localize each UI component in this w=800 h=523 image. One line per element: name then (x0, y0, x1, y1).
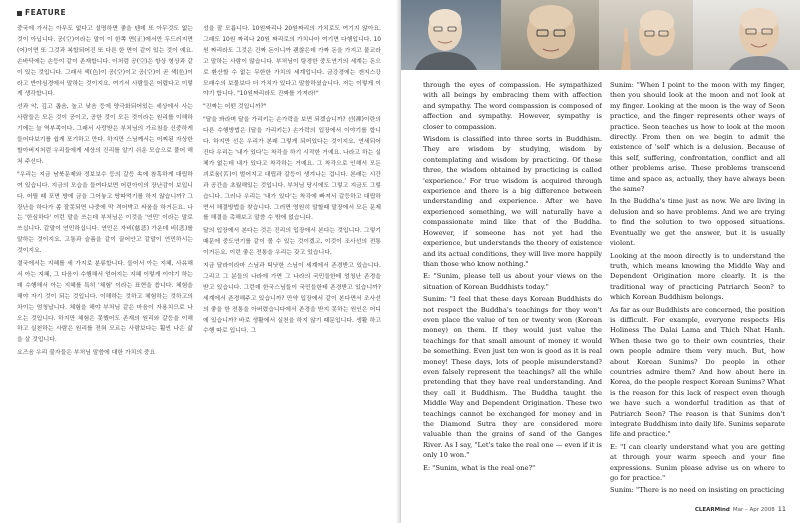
photo-strip (401, 0, 800, 70)
paragraph: "진짜는 어떤 것입니까?" (203, 104, 267, 111)
paragraph: 결국에서는 지혜를 세 가지로 분류합니다. 들어서 아는 지혜, 사유해서 아는 지혜, 그 다음이 수행해서 얻어지는 지혜 이렇게 이야기 하는데 수행해서 아는 지혜를 특히 '체험' 이라는 표현을 씁니다. 체험을 해야 자기 것이 되는 것입니다. 이해하는 것하고 체험하는 것하고의 차이는 엄청납니다. 체험을 해야 부처님 같은 마음이 자용치므로 나오는 것입니다. 하지만 체험은 못했어도 존재의 원리와 갈등을 이해하고 실천하는 사람은 원리를 전혀 모르는 사람보다는 훨씬 나은 삶을 살 것입니다. (17, 261, 193, 344)
paragraph: Sunim: "I feel that these days Korean Buddhists do not respect the Buddha's teachings for they won't even place the value of ten or twenty won (Korean money) on them. If they would just value the teachings for that small amount of money it would be something. Even just ten won is good as it is real money! These days, lots of people misunderstand? even falsely represent the teachings? all the while pretending that they have real understanding. And they call it Buddhism. The Buddha taught the Middle Way and Dependent Origination. These two teachings cannot be exchanged for money and in the Diamond Sutra they are considered more valuable than the grains of sand of the Ganges River. As I say, "Let's take the real one — even if it is only 10 won." (423, 295, 602, 460)
paragraph: E: "Sunim, what is the real one?" (423, 463, 536, 472)
paragraph: Sunim: "There is no need on insisting on practicing (610, 486, 785, 495)
paragraph: 선과 악, 깊고 좁음, 높고 낮음 등에 양극화되어있는 세상에서 사는 사람들은 모든 것이 공이고, 공한 것이 모든 것이라는 원리를 이해하기에는 늘 역부족이다. 그래서 사랑받은 부처님의 가르침을 신중하게 들어다보기를 쉽게 포기하고 만다. 하지만 스님께서는 어찌된 자상한 할아버지처럼 우리들에게 세상의 진리를 알기 쉬운 모습으로 풀어 해쳐 주신다. (17, 104, 193, 165)
paragraph: "우리는 지금 남북문제와 정보보수 등의 갈등 속에 참혹하게 대립하여 있습니다. 지금의 모습을 들여다보면 어린아이의 장난감이 보입니다. 어릴 때 포면 방에 금을 그어놓고 땅따먹기를 하지 않습니까? 그 장난을 하다가 좀 잘못되면 나중에 막 격어박고 싸움을 하거든요. 나는 '한심하다' 이런 말을 쓰는데 부처님은 이것을 '연민' 이라는 말로 쓰십니다. 같말이 연민하십니다. 연민은 자비(慈悲) 가운데 비(悲)를 말하는 것이지요. 고통과 슬픔을 같이 끌어안고 같말이 연민하시는 것이지요. (17, 171, 193, 255)
paragraph: E: "I can clearly understand what you are getting at through your warm speech and your fine expressions. Sunim please advise us on where to go for practice." (610, 442, 785, 483)
monk-closeup-photo (501, 0, 599, 70)
paragraph: In the Buddha's time just as now. We are living in delusion and so have problems. And we are trying to find the solution to two opposed situations. Eventually we get the answer, but it is usually violent. (610, 197, 785, 248)
left-page (0, 0, 399, 523)
monk-pointing-photo (599, 0, 693, 70)
magazine-name: CLEARMind (694, 507, 730, 513)
paragraph: 중국에 가서는 아무도 없다고 설명하면 좋을 텐데 또 아무것도 없는 것이 아닙니다. 공(空)이라는 말이 이 한쪽 면(正)에서만 두드러지면(어)이면 또 그것과 복합되어진 또 다른 한 면이 같이 있는 것이 예요. 손바닥에는 손등이 같이 존재합니다. 이처럼 공(空)은 항상 형상과 같이 있는 것입니다. 그래서 색(色)이 공(空)이고 공(空)이 곧 색(色)이라고 반야심경에서 말하는 것이지요. 여기서 사람들은 어렵다고 이렇게 생각합니다. (17, 26, 193, 98)
paragraph: through the eyes of compassion. He sympathized with all beings by embracing them with affection and sympathy. The word compassion is composed of affection and sympathy. However, sympathy is closer to compassion. (423, 81, 602, 131)
paragraph: E: "Sunim, please tell us about your views on the situation of Korean Buddhists today." (423, 272, 602, 291)
right-column-2 (610, 80, 785, 504)
paragraph: 지금 달라이라마 스님과 틱낫한 스님이 세계에서 존경받고 있습니다. 그리고 그 분들의 나라에 가면 그 나라의 국민들한테 엄청난 존경을 받고 있습니다. 그런데 한국스님들이 국민들한테 존경받고 있습니까? 세계에서 존경해주고 있습니까? 만약 입장에서 같이 본다면서 조사선의 좋을 한 전통을 아버렸습니다에서 존경을 받지 못하는 원인은 어디에 있습니까? 바로 생활에서 실천을 하지 않기 때문입니다. 생활 하고 수행 따로 입니다. 그 (203, 263, 381, 335)
monk-portrait-photo (401, 0, 501, 70)
section-square-icon (17, 11, 22, 16)
right-column-1 (423, 80, 602, 504)
page-number: 11 (777, 505, 786, 513)
section-label: FEATURE (17, 8, 66, 17)
paragraph: Sunim: "When I point to the moon with my finger, then you should look at the moon and not look at my finger. Looking at the moon is the way of Seon practice, and the finger represents other ways of practice. Seon teaches us how to look at the moon directly. From then on we begin to admit the existence of 'self' which is a delusion. Because of this self, suffering, confrontation, conflict and all other problems arise. These problems transcend time and space as, actually, they have always been the same? (610, 81, 785, 194)
paragraph: 달의 입장에서 본다는 것은 진리의 입장에서 본다는 것입니다. 그렇기 때문에 중도연기를 같이 볼 수 있는 것이겠고, 이것이 조사선의 전통이거든요. 이런 좋은 전통을 우리는 갖고 있습니다. (203, 228, 381, 257)
paragraph: Looking at the moon directly is to understand the truth, which means knowing the Middle Way and Dependent Origination more clearly. It is the traditional way of practicing Patriarch Seon? to which Korean Buddhism belongs. (610, 251, 785, 302)
paragraph: "달을 봐라며 달을 가리키는 손가락을 보면 되겠습니까? 선(禪)이란의 다른 수행방법은 (달을 가리키는) 손가락의 입장에서 이야기를 합니다. 하지만 선은 우리가 본래 그렇게 되어있다는 것이지요. 연세되어진다 우리는 '내가 있다'는 착각을 하기 시작한 거예요. 나라고 하는 실체가 없는데 내가 있다고 착각하는 거예요. 그 착각으로 인해서 모든 괴로움(苦)이 벌어지고 대립과 갈등이 생겨나는 겁니다. 본래는 시간과 공간을 초월해있는 것입니다. 부처님 당시에도 그렇고 지금도 그렇습니다. 그러나 우리는 '내가 있다'는 착각에 빠져서 갈등하고 대립하면서 해결방법을 찾습니다. 그러면 영원히 말할때 말장에서 모든 문제를 해결을 촉해보고 말씀 수 밖에 없습니다. (203, 117, 381, 222)
right-page (401, 0, 800, 523)
monk-smiling-photo (693, 0, 800, 70)
paragraph: 요즈음 우리 불자들은 부처님 말씀에 대한 가치의 중요 (17, 350, 156, 357)
left-column-2 (203, 24, 381, 508)
left-column-1 (17, 24, 193, 508)
page-footer (695, 505, 786, 513)
paragraph: As far as our Buddhists are concerned, the position is difficult. For example, everyone respects His Holiness The Dalai Lama and Thich Nhat Hanh. When these two go to their own countries, their own people admire them very much. But, how about Korean Sunims? Do people in other countries admire them? And how about here in Korea, do the people respect Korean Sunims? What is the reason for this lack of respect even though we have such a wonderful tradition as that of Patriarch Seon? The reason is that Sunims don't integrate Buddhism into daily life. Sunims separate life and practice." (610, 305, 785, 439)
paragraph: 성을 잘 모릅니다. 10원짜리나 20원짜리의 가치로도 여기지 않아요. 그래도 10원 짜리나 20원 짜리로의 가치나마 여기면 다행입니다. 10원 짜리라도 그것은 진짜 돈이니까 괜찮은데 가짜 돈을 가지고 물교라고 말하는 사람이 많습니다. 부처님이 탕경한 중도연기의 세계는 돈으로 환산할 수 없는 무한한 가치의 세계입니다. 금강경에는 갠지스강 모래수의 보물보다 더 가치가 있다고 말씀하셨습니다. 저는 이렇게 이야기 합니다. "10원짜리라도 진짜를 가져라!" (203, 26, 381, 98)
paragraph: Wisdom is classified into three sorts in Buddhism. They are wisdom by studying, wisdom by contemplating and wisdom by practicing. Of these three, the wisdom obtained by practicing is called 'experience.' For true wisdom is acquired through experience and there is a big difference between understanding and experience. After we have experienced something, we will naturally have a compassionate mind like that of the Buddha. However, if someone has not yet had the experience, but understands the theory of existence and its actual conditions, they will live more happily than those who know nothing." (423, 135, 602, 268)
issue-date: Mar – Apr 2008 (732, 507, 775, 513)
